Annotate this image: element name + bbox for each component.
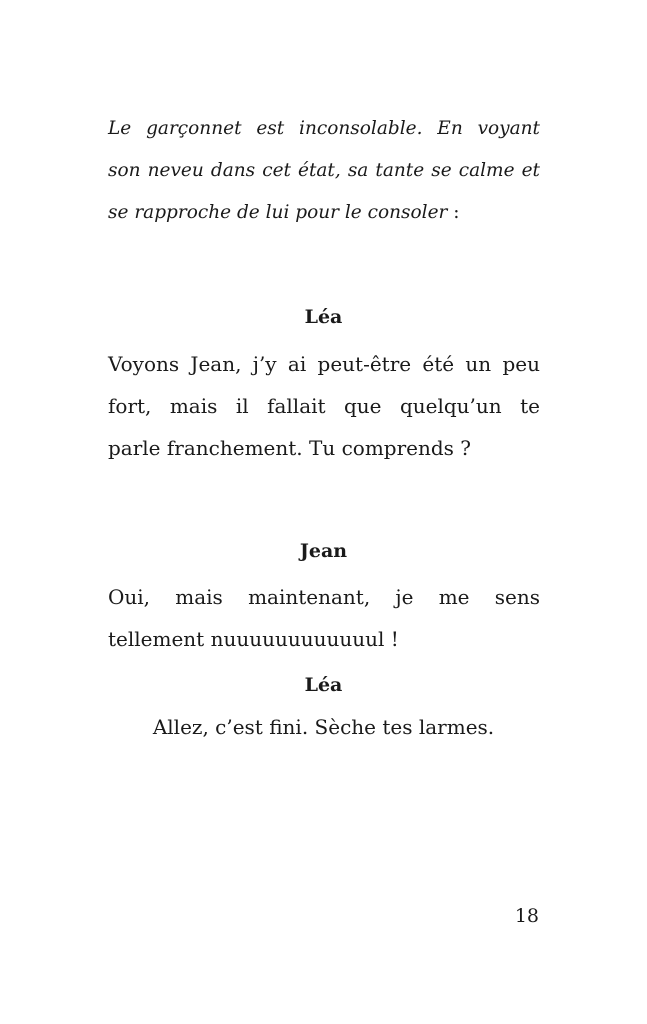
speaker-name: Léa: [304, 306, 343, 328]
dialogue-line: Allez, c’est fini. Sèche tes larmes.: [152, 715, 495, 739]
text-line: fort, mais il fallait que quelqu’un te: [108, 394, 540, 418]
text-line: tellement nuuuuuuuuuuuul !: [108, 627, 399, 651]
text-line: parle franchement. Tu comprends ?: [108, 436, 472, 460]
dialogue-paragraph: [108, 576, 540, 660]
text-line: Voyons Jean, j’y ai peut-être été un peu: [108, 352, 540, 376]
text-line: Oui, mais maintenant, je me sens: [108, 585, 540, 609]
narration-paragraph: [108, 108, 540, 234]
text-line: son neveu dans cet état, sa tante se calme et: [108, 160, 540, 181]
text-line: Le garçonnet est inconsolable. En voyant: [108, 118, 540, 139]
text-line: [108, 192, 540, 234]
colon: :: [447, 202, 460, 223]
text-segment: se rapproche de lui pour le consoler: [108, 202, 448, 223]
speaker-name: Léa: [304, 674, 343, 696]
dialogue-paragraph: [108, 343, 540, 469]
speaker-name: Jean: [299, 540, 348, 562]
page-number: 18: [514, 905, 539, 927]
